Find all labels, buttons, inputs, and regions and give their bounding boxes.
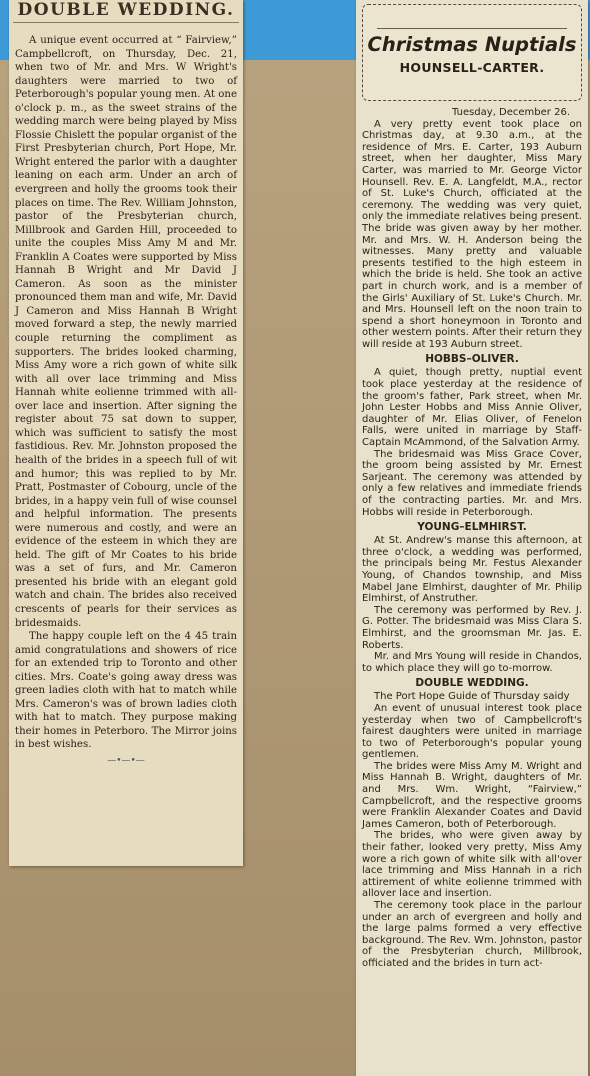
right-headline: Christmas Nuptials (367, 33, 577, 56)
left-clipping (9, 0, 243, 866)
double-wedding-paragraph-1: The Port Hope Guide of Thursday saidy (374, 691, 570, 703)
left-separator: —•—•— (107, 755, 145, 766)
right-subheadline: HOUNSELL-CARTER. (399, 60, 545, 75)
header-rule (377, 28, 567, 29)
young-elmhirst-paragraph-3: Mr. and Mrs Young will reside in Chandos, to which place they will go to-morrow. (362, 651, 582, 674)
double-wedding-paragraph-2: An event of unusual interest took place yesterday when two of Campbellcroft's fairest daughters were united in marriage to two of Peterborough's popular young gentlemen. (362, 702, 582, 761)
section-heading-hobbs-oliver: HOBBS–OLIVER. (425, 353, 519, 366)
hobbs-oliver-paragraph-1: A quiet, though pretty, nuptial event took place yesterday at the residence of the groom's father, Park street, when Mr. John Lester Hobbs and Miss Annie Oliver, daughter of Mr. Elias Oliver, of Fenelon Falls, were united in marriage by Staff-Captain McAmmond, of the Salvation Army. (362, 367, 582, 449)
double-wedding-paragraph-3: The brides were Miss Amy M. Wright and Miss Hannah B. Wright, daughters of Mr. and Mrs. Wm. Wright, “Fairview,” Campbellcroft, and the respective grooms were Franklin Alexander Coates and David James Cameron, both of Peterborough. (362, 760, 582, 830)
section-heading-double-wedding: DOUBLE WEDDING. (415, 677, 529, 690)
young-elmhirst-paragraph-1: At St. Andrew's manse this afternoon, at three o'clock, a wedding was performed, the principals being Mr. Festus Alexander Young, of Chandos township, and Miss Mabel Jane Elmhirst, daughter of Mr. Philip Elmhirst, of Anstruther. (362, 535, 582, 605)
section-heading-young-elmhirst: YOUNG–ELMHIRST. (417, 521, 527, 534)
right-clipping (356, 0, 588, 1076)
dateline: Tuesday, December 26. (452, 107, 570, 118)
hobbs-oliver-paragraph-2: The bridesmaid was Miss Grace Cover, the groom being assisted by Mr. Ernest Sarjeant. The ceremony was attended by only a few relatives and immediate friends of the contracting parties. Mr. and Mrs. Hobbs will reside in Peterborough. (362, 448, 582, 518)
left-paragraph-2: The happy couple left on the 4 45 train amid congratulations and showers of rice for an extended trip to Toronto and other cities. Mrs. Coate's going away dress was green ladies cloth with hat to match while Mrs. Cameron's was of brown ladies cloth with hat to match. They purpose making their homes in Peterboro. The Mirror joins in best wishes. (15, 631, 237, 751)
left-paragraph-1: A unique event occurred at “ Fairview,” Campbellcroft, on Thursday, Dec. 21, when two of Mr. and Mrs. W Wright's daughters were married to two of Peterborough's popular young men. At one o'clock p. m., as the sweet strains of the wedding march were being played by Miss Flossie Chislett the popular organist of the First Presbyterian church, Port Hope, Mr. Wright entered the parlor with a daughter leaning on each arm. Under an arch of evergreen and holly the grooms took their places on time. The Rev. William Johnston, pastor of the Presbyterian church, Millbrook and Garden Hill, proceeded to unite the couples Miss Amy M and Mr. Franklin A Coates were supported by Miss Hannah B Wright and Mr David J Cameron. As soon as the minister pronounced them man and wife, Mr. David J Cameron and Miss Hannah B Wright moved forward a step, the newly married couple returning the compliment as supporters. The brides looked charming, Miss Amy wore a rich gown of white silk with all over lace trimming and Miss Hannah white eolienne trimmed with all-over lace and insertion. After signing the register about 75 sat down to supper, which was sufficient to satisfy the most fastidious. Rev. Mr. Johnston proposed the health of the brides in a speech full of wit and humor; this was replied to by Mr. Pratt, Postmaster of Cobourg, uncle of the brides, in a happy vein full of wise counsel and helpful information. The presents were numerous and costly, and were an evidence of the esteem in which they are held. The gift of Mr Coates to his bride was a set of furs, and Mr. Cameron presented his bride with an elegant gold watch and chain. The brides also received crescents of pearls for their services as bridesmaids. (15, 35, 237, 629)
young-elmhirst-paragraph-2: The ceremony was performed by Rev. J. G. Potter. The bridesmaid was Miss Clara S. Elmhirst, and the groomsman Mr. Jas. E. Roberts. (362, 604, 582, 651)
left-headline: DOUBLE WEDDING. (13, 0, 239, 23)
double-wedding-paragraph-5: The ceremony took place in the parlour under an arch of evergreen and holly and the large palms formed a very effective background. The Rev. Wm. Johnston, pastor of the Presbyterian church, Millbrook, officiated and the brides in turn act- (362, 900, 582, 969)
christmas-nuptials-header (362, 4, 582, 101)
double-wedding-paragraph-4: The brides, who were given away by their father, looked very pretty, Miss Amy wore a rich gown of white silk with all'over lace trimming and Miss Hannah in a rich attirement of white eolienne trimmed with allover lace and insertion. (362, 830, 582, 900)
hounsell-carter-paragraph: A very pretty event took place on Christmas day, at 9.30 a.m., at the residence of Mrs. E. Carter, 193 Auburn street, when her daughter, Miss Mary Carter, was married to Mr. George Victor Hounsell. Rev. E. A. Langfeldt, M.A., rector of St. Luke's Church, officiated at the ceremony. The wedding was very quiet, only the immediate relatives being present. The bride was given away by her mother. Mr. and Mrs. W. H. Anderson being the witnesses. Many pretty and valuable presents testified to the high esteem in which the bride is held. She took an active part in church work, and is a member of the Girls' Auxiliary of St. Luke's Church. Mr. and Mrs. Hounsell left on the noon train to spend a short honeymoon in Toronto and other western points. After their return they will reside at 193 Auburn street. (362, 118, 582, 350)
